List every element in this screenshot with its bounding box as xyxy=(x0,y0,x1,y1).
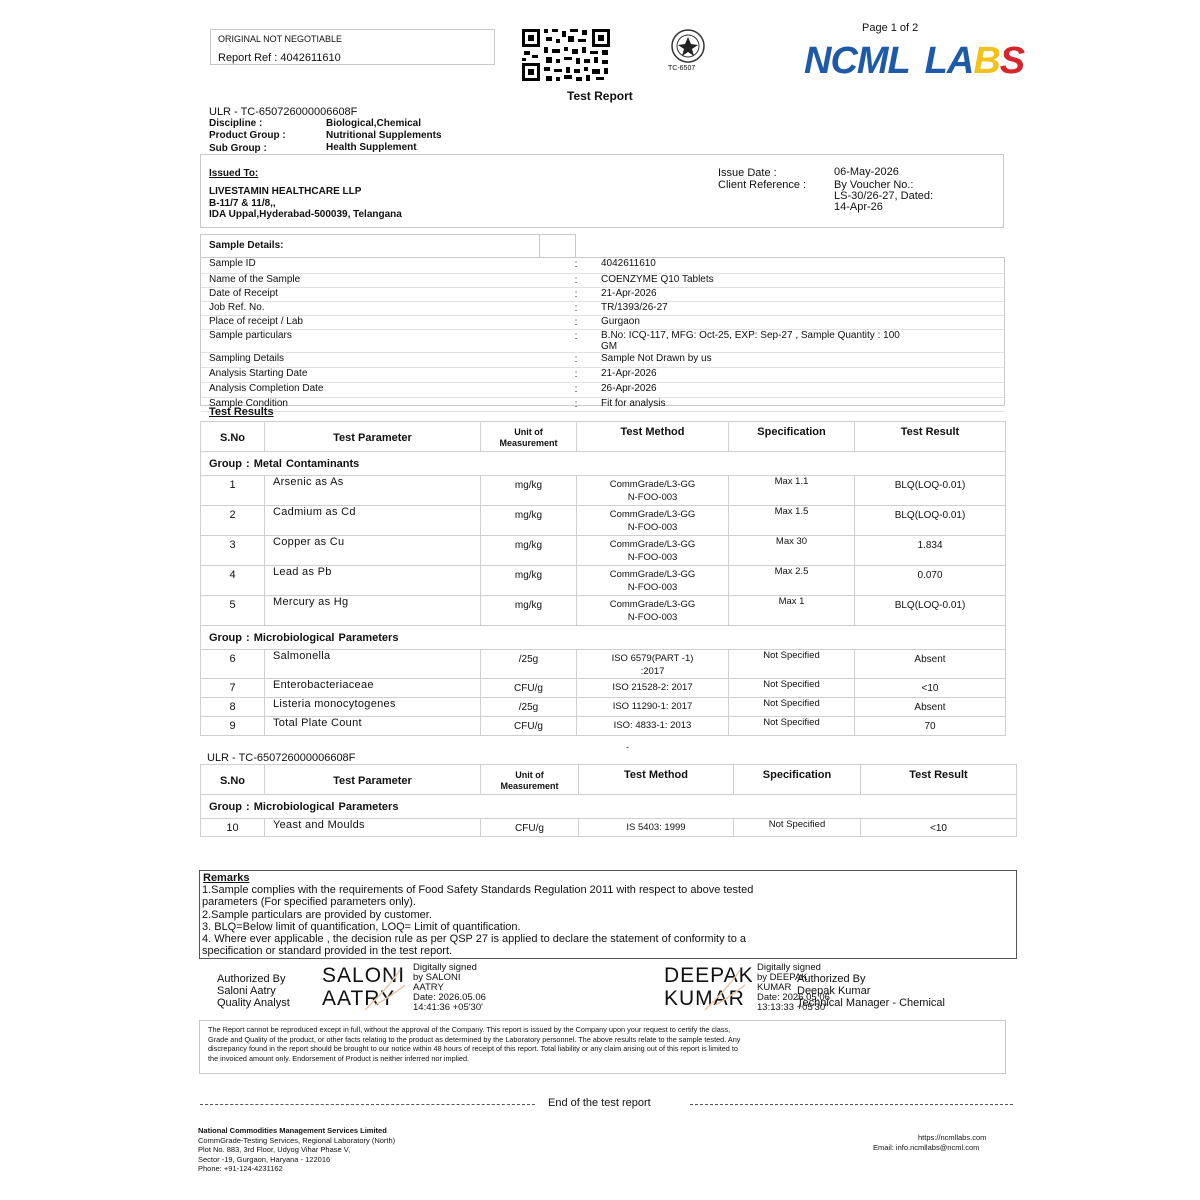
sample-colon: : xyxy=(557,382,595,397)
group-row xyxy=(201,626,1006,650)
header-unit-1: Unit of xyxy=(515,770,544,780)
result-parameter: Enterobacteriaceae xyxy=(265,679,481,698)
sample-field-value xyxy=(595,258,1004,273)
sample-details-heading: Sample Details: xyxy=(209,240,284,251)
group-row xyxy=(201,795,1017,819)
left-signature-mark-icon xyxy=(355,965,415,1015)
result-specification: Not Specified xyxy=(729,717,855,736)
result-method xyxy=(577,596,729,626)
result-method xyxy=(577,536,729,566)
result-method-2: :2017 xyxy=(640,666,665,677)
right-ds-2: by DEEPAK xyxy=(757,972,808,983)
header-unit xyxy=(481,422,577,452)
result-value: <10 xyxy=(855,679,1006,698)
sample-field-label: Name of the Sample xyxy=(201,273,557,287)
result-specification: Not Specified xyxy=(729,679,855,698)
header-result: Test Result xyxy=(861,765,1017,795)
sample-value-text: 4042611610 xyxy=(601,258,656,269)
group-label: Group : Microbiological Parameters xyxy=(201,795,1017,819)
report-ref: Report Ref : 4042611610 xyxy=(218,52,341,64)
sample-row xyxy=(201,273,1004,287)
header-unit-2: Measurement xyxy=(500,781,559,791)
sample-colon: : xyxy=(557,301,595,315)
sample-row xyxy=(201,352,1004,367)
result-parameter: Mercury as Hg xyxy=(265,596,481,626)
remarks-list xyxy=(202,884,753,958)
product-group-label: Product Group : xyxy=(209,130,286,141)
remark-line: 4. Where ever applicable , the decision rule as per QSP 27 is applied to declare the statement of conformity to a xyxy=(202,933,746,946)
ulr-number-2: ULR - TC-650726000006608F xyxy=(207,752,356,764)
result-method-1: IS 5403: 1999 xyxy=(626,822,686,833)
disclaimer-text xyxy=(208,1025,740,1063)
footer-line-3: Sector -19, Gurgaon, Haryana - 122016 xyxy=(198,1154,331,1164)
result-method-2: N-FOO-003 xyxy=(627,492,678,503)
result-unit: CFU/g xyxy=(481,679,577,698)
sample-field-value xyxy=(595,329,1004,352)
sample-field-label: Sample particulars xyxy=(201,329,557,352)
logo-labs-letter: S xyxy=(999,40,1025,82)
result-parameter: Total Plate Count xyxy=(265,717,481,736)
product-group-value: Nutritional Supplements xyxy=(326,130,442,141)
sample-row xyxy=(201,287,1004,301)
header-unit-1: Unit of xyxy=(514,427,543,437)
result-row xyxy=(201,536,1006,566)
right-authorized-by: Authorized By xyxy=(797,973,866,985)
right-signature-line-2: KUMAR xyxy=(664,987,745,1010)
result-unit: mg/kg xyxy=(481,596,577,626)
result-unit: mg/kg xyxy=(481,476,577,506)
right-ds-5: 13:13:33 +05'30' xyxy=(757,1002,827,1013)
client-reference-1: By Voucher No.: xyxy=(834,179,914,191)
footer-address xyxy=(198,1126,395,1174)
logo-labs-letter: L xyxy=(924,40,947,82)
sub-group-label: Sub Group : xyxy=(209,143,267,154)
result-method-2: N-FOO-003 xyxy=(627,612,678,623)
sample-value-text: TR/1393/26-27 xyxy=(601,301,668,313)
result-sno: 4 xyxy=(201,566,265,596)
left-signatory xyxy=(217,973,290,1009)
result-value: 70 xyxy=(855,717,1006,736)
result-unit: mg/kg xyxy=(481,566,577,596)
result-row xyxy=(201,566,1006,596)
result-specification: Max 2.5 xyxy=(729,566,855,596)
result-parameter: Lead as Pb xyxy=(265,566,481,596)
sample-heading-blank xyxy=(539,234,576,258)
remark-line: specification or standard provided in the test report. xyxy=(202,945,453,958)
client-reference-2: LS-30/26-27, Dated: xyxy=(834,190,934,202)
result-method-1: CommGrade/L3-GG xyxy=(609,599,696,610)
end-divider-left xyxy=(200,1104,535,1105)
result-specification: Not Specified xyxy=(729,698,855,717)
result-sno: 10 xyxy=(201,819,265,837)
header-sno: S.No xyxy=(201,765,265,795)
result-unit: mg/kg xyxy=(481,536,577,566)
result-parameter: Cadmium as Cd xyxy=(265,506,481,536)
sample-rows xyxy=(201,258,1004,412)
disclaimer-line: Grade and Quality of the product, or other facts relating to the product as determined by the Laboratory personnel. The above results relate to the sample tested. Any xyxy=(208,1034,741,1044)
right-signatory xyxy=(797,973,945,1009)
header-result: Test Result xyxy=(855,422,1006,452)
right-signatory-role: Technical Manager - Chemical xyxy=(797,997,945,1009)
group-label: Group : Microbiological Parameters xyxy=(201,626,1006,650)
remark-line: parameters (For specified parameters only). xyxy=(202,896,416,909)
result-value: <10 xyxy=(861,819,1017,837)
result-parameter: Arsenic as As xyxy=(265,476,481,506)
page-number: Page 1 of 2 xyxy=(862,22,919,34)
result-parameter: Salmonella xyxy=(265,650,481,679)
results-grid xyxy=(200,764,1017,837)
sample-colon: : xyxy=(557,273,595,287)
right-signatory-name: Deepak Kumar xyxy=(797,985,871,997)
header-unit xyxy=(481,765,579,795)
right-ds-4: Date: 2026.05.06 xyxy=(757,992,830,1003)
header-unit-2: Measurement xyxy=(499,438,558,448)
result-parameter: Yeast and Moulds xyxy=(265,819,481,837)
result-specification: Max 30 xyxy=(729,536,855,566)
result-sno: 3 xyxy=(201,536,265,566)
result-value: 0.070 xyxy=(855,566,1006,596)
result-value: Absent xyxy=(855,698,1006,717)
sample-row xyxy=(201,258,1004,273)
left-ds-3: AATRY xyxy=(413,982,444,993)
discipline-value: Biological,Chemical xyxy=(326,118,422,129)
sample-row xyxy=(201,397,1004,411)
sample-row xyxy=(201,329,1004,352)
sample-colon: : xyxy=(557,329,595,352)
footer-website[interactable]: https://ncmllabs.com xyxy=(918,1133,987,1142)
result-sno: 1 xyxy=(201,476,265,506)
group-label: Group : Metal Contaminants xyxy=(201,452,1006,476)
result-method-2: N-FOO-003 xyxy=(627,582,678,593)
sample-field-label: Sampling Details xyxy=(201,352,557,367)
result-method-1: CommGrade/L3-GG xyxy=(609,569,696,580)
results-header-row xyxy=(201,765,1017,795)
result-method xyxy=(577,717,729,736)
header-parameter: Test Parameter xyxy=(265,422,481,452)
left-ds-1: Digitally signed xyxy=(413,962,477,973)
footer-line-2: Plot No. 883, 3rd Floor, Udyog Vihar Phase V, xyxy=(198,1145,351,1155)
sample-field-value xyxy=(595,273,1004,287)
result-sno: 8 xyxy=(201,698,265,717)
test-results-heading: Test Results xyxy=(209,406,274,418)
right-signature-mark-icon xyxy=(695,965,755,1015)
logo-labs-text xyxy=(925,40,1024,82)
qr-code-icon xyxy=(520,27,612,83)
remark-line: 2.Sample particulars are provided by customer. xyxy=(202,908,432,921)
result-method-1: CommGrade/L3-GG xyxy=(609,539,696,550)
left-signature-line-2: AATRY xyxy=(322,987,396,1010)
result-unit: /25g xyxy=(481,650,577,679)
result-unit: /25g xyxy=(481,698,577,717)
disclaimer-line: The Report cannot be reproduced except in full, without the approval of the Company. This report is issued by the Company upon your request to certify the class, xyxy=(208,1025,731,1034)
sample-field-value xyxy=(595,315,1004,329)
left-authorized-by: Authorized By xyxy=(217,973,286,985)
sample-field-label: Sample ID xyxy=(201,258,557,273)
result-specification: Not Specified xyxy=(734,819,861,837)
header-sno: S.No xyxy=(201,422,265,452)
header-method: Test Method xyxy=(577,422,729,452)
sample-row xyxy=(201,315,1004,329)
result-specification: Max 1.1 xyxy=(729,476,855,506)
sample-details-table xyxy=(200,257,1005,410)
remarks-heading: Remarks xyxy=(203,872,250,884)
sample-field-label: Place of receipt / Lab xyxy=(201,315,557,329)
result-method-1: ISO 21528-2: 2017 xyxy=(612,682,693,693)
result-value: BLQ(LOQ-0.01) xyxy=(855,476,1006,506)
sample-row xyxy=(201,301,1004,315)
issue-date-value: 06-May-2026 xyxy=(834,166,899,178)
result-sno: 6 xyxy=(201,650,265,679)
header-specification: Specification xyxy=(729,422,855,452)
sample-colon: : xyxy=(557,367,595,382)
result-parameter: Copper as Cu xyxy=(265,536,481,566)
left-signature-line-1: SALONI xyxy=(322,964,406,987)
result-row xyxy=(201,476,1006,506)
result-method-1: ISO 6579(PART -1) xyxy=(611,653,694,664)
sample-value-text: B.No: ICQ-117, MFG: Oct-25, EXP: Sep-27 , Sample Quantity : 100 xyxy=(601,329,900,341)
left-ds-4: Date: 2026.05.06 xyxy=(413,992,486,1003)
sample-field-value xyxy=(595,352,1004,367)
right-signature-line-1: DEEPAK xyxy=(664,964,754,987)
ulr-number: ULR - TC-650726000006608F xyxy=(209,106,358,118)
client-address-1: B-11/7 & 11/8,, xyxy=(209,198,276,209)
result-specification: Max 1.5 xyxy=(729,506,855,536)
client-address-2: IDA Uppal,Hyderabad-500039, Telangana xyxy=(209,209,402,220)
result-method xyxy=(577,650,729,679)
result-method-1: ISO: 4833-1: 2013 xyxy=(613,720,692,731)
sample-value-text: 21-Apr-2026 xyxy=(601,367,657,379)
page-separator: - xyxy=(626,742,629,752)
sample-colon: : xyxy=(557,287,595,301)
logo-labs-letter: A xyxy=(946,40,974,82)
header-specification: Specification xyxy=(734,765,861,795)
result-sno: 7 xyxy=(201,679,265,698)
result-row xyxy=(201,698,1006,717)
result-method-2: N-FOO-003 xyxy=(627,552,678,563)
remark-line: 1.Sample complies with the requirements of Food Safety Standards Regulation 2011 with respect to above tested xyxy=(202,884,754,896)
sample-value-text: Sample Not Drawn by us xyxy=(601,352,712,364)
sample-field-label: Analysis Starting Date xyxy=(201,367,557,382)
result-sno: 9 xyxy=(201,717,265,736)
result-specification: Max 1 xyxy=(729,596,855,626)
footer-line-4: Phone: +91-124-4231162 xyxy=(198,1164,283,1174)
left-ds-5: 14:41:36 +05'30' xyxy=(413,1002,483,1013)
right-ds-3: KUMAR xyxy=(757,982,792,993)
left-signatory-name: Saloni Aatry xyxy=(217,985,276,997)
sample-colon: : xyxy=(557,397,595,411)
result-sno: 5 xyxy=(201,596,265,626)
result-sno: 2 xyxy=(201,506,265,536)
ncml-logo xyxy=(804,40,1024,83)
issue-date-label: Issue Date : xyxy=(718,167,777,179)
left-ds-2: by SALONI xyxy=(413,972,461,983)
sample-colon: : xyxy=(557,315,595,329)
end-of-report: End of the test report xyxy=(548,1097,651,1109)
discipline-label: Discipline : xyxy=(209,118,263,129)
sample-value-text: Fit for analysis xyxy=(601,397,666,409)
result-row xyxy=(201,717,1006,736)
sample-field-value xyxy=(595,301,1004,315)
result-unit: mg/kg xyxy=(481,506,577,536)
result-value: 1.834 xyxy=(855,536,1006,566)
sample-field-label: Date of Receipt xyxy=(201,287,557,301)
disclaimer-line: discrepancy found in the report should be brought to our notice within 48 hours of receipt of this report. Total liability or any claim arising out of this report is limited to xyxy=(208,1044,738,1053)
result-value: BLQ(LOQ-0.01) xyxy=(855,506,1006,536)
result-row xyxy=(201,650,1006,679)
sample-row xyxy=(201,382,1004,397)
logo-ncml-text: NCML xyxy=(804,40,910,82)
end-divider-right xyxy=(690,1104,1013,1105)
result-specification: Not Specified xyxy=(729,650,855,679)
left-digital-signature xyxy=(413,963,486,1013)
left-signatory-role: Quality Analyst xyxy=(217,997,290,1009)
result-method-2: N-FOO-003 xyxy=(627,522,678,533)
sub-group-value: Health Supplement xyxy=(326,142,417,153)
result-method xyxy=(577,566,729,596)
sample-value-text: Gurgaon xyxy=(601,315,640,327)
result-row xyxy=(201,679,1006,698)
client-name: LIVESTAMIN HEALTHCARE LLP xyxy=(209,186,362,197)
sample-colon: : xyxy=(557,352,595,367)
header-parameter: Test Parameter xyxy=(265,765,481,795)
test-results-table-2 xyxy=(200,764,1016,837)
result-method-1: CommGrade/L3-GG xyxy=(609,509,696,520)
result-row xyxy=(201,506,1006,536)
status-text: ORIGINAL NOT NEGOTIABLE xyxy=(218,34,343,44)
result-unit: CFU/g xyxy=(481,717,577,736)
result-method xyxy=(577,698,729,717)
sample-value-text: COENZYME Q10 Tablets xyxy=(601,273,714,285)
results-header-row xyxy=(201,422,1006,452)
sample-field-label: Job Ref. No. xyxy=(201,301,557,315)
client-reference-label: Client Reference : xyxy=(718,179,807,191)
sample-value-text-cont: GM xyxy=(601,340,618,352)
result-method xyxy=(577,476,729,506)
result-method-1: CommGrade/L3-GG xyxy=(609,479,696,490)
results-grid xyxy=(200,421,1006,736)
result-method xyxy=(577,506,729,536)
issued-to-label: Issued To: xyxy=(209,168,259,179)
sample-row xyxy=(201,367,1004,382)
remark-line: 3. BLQ=Below limit of quantification, LOQ= Limit of quantification. xyxy=(202,920,521,933)
header-method: Test Method xyxy=(579,765,734,795)
right-ds-1: Digitally signed xyxy=(757,962,821,973)
result-method xyxy=(577,679,729,698)
sample-field-value xyxy=(595,382,1004,397)
result-method-1: ISO 11290-1: 2017 xyxy=(612,701,693,712)
disclaimer-line: the invoiced amount only. Endorsement of Product is neither inferred nor implied. xyxy=(208,1053,470,1063)
footer-email[interactable]: Email: info.ncmllabs@ncml.com xyxy=(873,1143,980,1152)
sample-colon: : xyxy=(557,258,595,273)
sample-field-label: Analysis Completion Date xyxy=(201,382,557,397)
result-unit: CFU/g xyxy=(481,819,579,837)
sample-value-text: 26-Apr-2026 xyxy=(601,382,657,394)
sample-field-value xyxy=(595,287,1004,301)
client-reference-3: 14-Apr-26 xyxy=(834,201,883,213)
sample-field-label: Sample Condition xyxy=(201,397,557,411)
sample-value-text: 21-Apr-2026 xyxy=(601,287,657,299)
footer-line-1: CommGrade-Testing Services, Regional Laboratory (North) xyxy=(198,1135,396,1145)
test-results-table xyxy=(200,421,1005,734)
result-parameter: Listeria monocytogenes xyxy=(265,698,481,717)
result-row xyxy=(201,819,1017,837)
logo-labs-letter: B xyxy=(973,40,1000,82)
result-value: BLQ(LOQ-0.01) xyxy=(855,596,1006,626)
result-method xyxy=(579,819,734,837)
page-title: Test Report xyxy=(567,89,633,103)
group-row xyxy=(201,452,1006,476)
result-row xyxy=(201,596,1006,626)
result-value: Absent xyxy=(855,650,1006,679)
footer-company: National Commodities Management Services Limited xyxy=(198,1126,387,1135)
sample-field-value xyxy=(595,367,1004,382)
accreditation-code: TC-6507 xyxy=(668,65,696,72)
sample-field-value xyxy=(595,397,1004,411)
